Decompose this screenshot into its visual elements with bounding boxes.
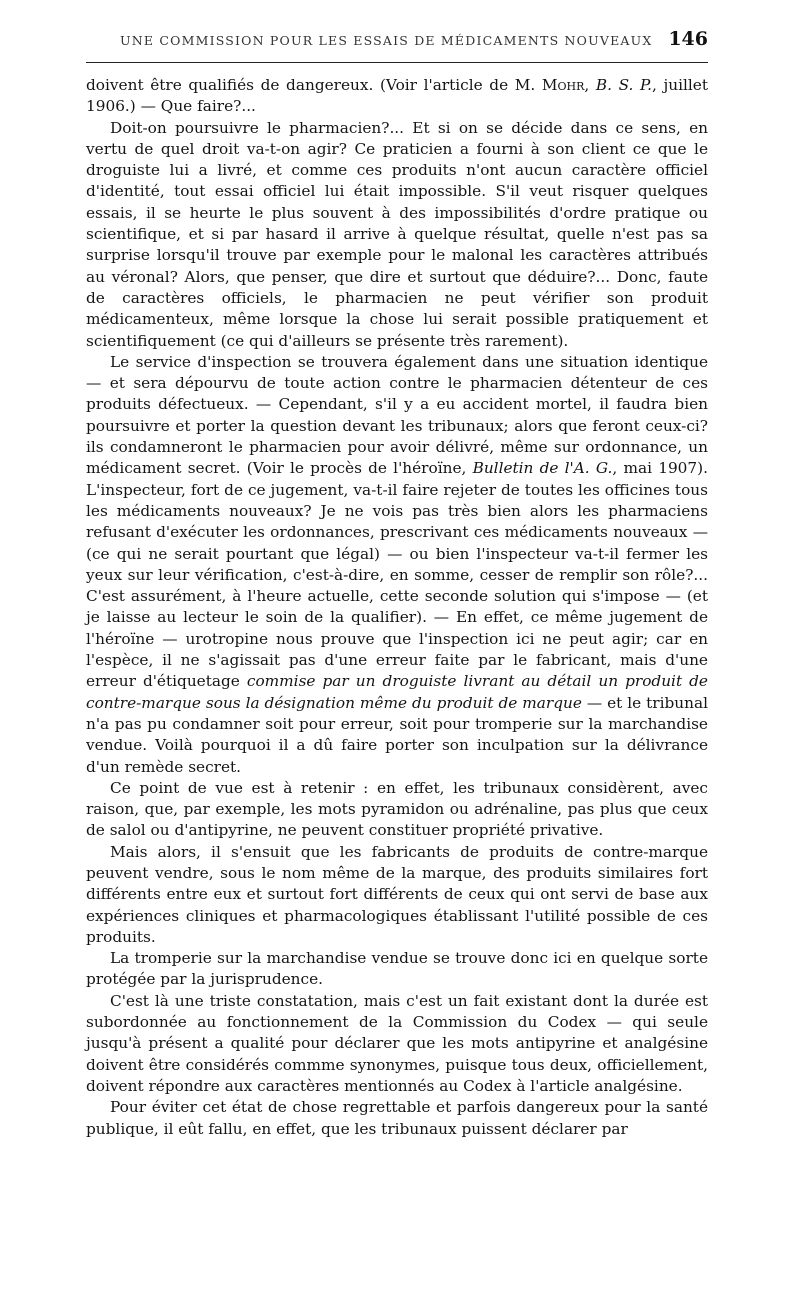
author-name: Mohr bbox=[541, 76, 585, 94]
paragraph bbox=[86, 75, 708, 118]
text-run: , bbox=[584, 76, 596, 94]
paragraph bbox=[86, 991, 708, 1097]
header-rule bbox=[86, 62, 708, 63]
page-number: 146 bbox=[668, 28, 708, 50]
text-run: Le service d'inspection se trouvera également dans une situation identique — et sera dépourvu de toute action contre le pharmacien détenteur de ces produits défectueux. — Cependant, s'il y a eu accident mortel, il faudra bien poursuivre et porter la question devant les tribunaux; alors que feront ceux-ci? ils condamneront le pharmacien pour avoir délivré, même sur ordonnance, un médicament secret. (Voir le procès de l'héroïne, bbox=[86, 352, 708, 478]
paragraph bbox=[86, 118, 708, 352]
text-run: C'est là une triste constatation, mais c'est un fait existant dont la durée est subordonnée au fonctionnement de la Commission du Codex — qui seule jusqu'à présent a qualité pour déclarer que les mots antipyrine et analgésine doivent être considérés commme synonymes, puisque tous deux, officiellement, doivent répondre aux caractères mentionnés au Codex à l'article analgésine. bbox=[86, 991, 708, 1095]
italic-run: B. S. P. bbox=[595, 76, 653, 94]
italic-run: commise par un droguiste livrant au détail un produit de contre-marque sous la désignation même du produit de marque bbox=[86, 672, 708, 712]
text-run: Pour éviter cet état de chose regrettable et parfois dangereux pour la santé publique, il eût fallu, en effet, que les tribunaux puissent déclarer par bbox=[86, 1098, 708, 1138]
paragraph bbox=[86, 1097, 708, 1140]
paragraph bbox=[86, 778, 708, 842]
text-run: , mai 1907). L'inspecteur, fort de ce jugement, va-t-il faire rejeter de toutes les officines tous les médicaments nouveaux? Je ne vois pas très bien alors les pharmaciens refusant d'exécuter les ordonnances, prescrivant ces médicaments nouveaux — (ce qui ne serait pourtant que légal) — ou bien l'inspecteur va-t-il fermer les yeux sur leur vérification, c'est-à-dire, en somme, cesser de remplir son rôle?... C'est assurément, à l'heure actuelle, cette seconde solution qui s'impose — (et je laisse au lecteur le soin de la qualifier). — En effet, ce même jugement de l'héroïne — urotropine nous prouve que l'inspection ici ne peut agir; car en l'espèce, il ne s'agissait pas d'une erreur faite par le fabricant, mais d'une erreur d'étiquetage bbox=[86, 459, 708, 691]
text-run: La tromperie sur la marchandise vendue se trouve donc ici en quelque sorte protégée par la jurisprudence. bbox=[86, 949, 708, 989]
text-run: , juillet 1906.) — Que faire?... bbox=[86, 76, 708, 116]
text-run: Doit-on poursuivre le pharmacien?... Et si on se décide dans ce sens, en vertu de quel droit va-t-on agir? Ce praticien a fourni à son client ce que le droguiste lui a livré, et comme ces produits n'ont aucun caractère officiel d'identité, tout essai officiel lui était impossible. S'il veut risquer quelques essais, il se heurte le plus souvent à des impossibilités d'ordre pratique ou scientifique, et si par hasard il arrive à quelque résultat, quelle n'est pas sa surprise lorsqu'il trouve par exemple pour le malonal les caractères attribués au véronal? Alors, que penser, que dire et surtout que déduire?... Donc, faute de caractères officiels, le pharmacien ne peut vérifier son produit médicamenteux, même lorsque la chose lui serait possible pratiquement et scientifiquement (ce qui d'ailleurs se présente très rarement). bbox=[86, 118, 708, 350]
text-run: doivent être qualifiés de dangereux. (Voir l'article de M. bbox=[86, 76, 542, 94]
body-text bbox=[86, 75, 708, 1140]
text-run: — et le tribunal n'a pas pu condamner soit pour erreur, soit pour tromperie sur la marchandise vendue. Voilà pourquoi il a dû faire porter son inculpation sur la délivrance d'un remède secret. bbox=[86, 693, 708, 776]
paragraph bbox=[86, 842, 708, 948]
text-run: Ce point de vue est à retenir : en effet, les tribunaux considèrent, avec raison, que, par exemple, les mots pyramidon ou adrénaline, pas plus que ceux de salol ou d'antipyrine, ne peuvent constituer propriété privative. bbox=[86, 778, 708, 840]
text-run: Mais alors, il s'ensuit que les fabricants de produits de contre-marque peuvent vendre, sous le nom même de la marque, des produits similaires fort différents entre eux et surtout fort différents de ceux qui ont servi de base aux expériences cliniques et pharmacologiques établissant l'utilité possible de ces produits. bbox=[86, 842, 708, 946]
paragraph bbox=[86, 352, 708, 778]
paragraph bbox=[86, 948, 708, 991]
italic-run: Bulletin de l'A. G. bbox=[472, 459, 613, 478]
page-header bbox=[86, 28, 708, 58]
running-title: UNE COMMISSION POUR LES ESSAIS DE MÉDICAMENTS NOUVEAUX bbox=[120, 33, 653, 48]
